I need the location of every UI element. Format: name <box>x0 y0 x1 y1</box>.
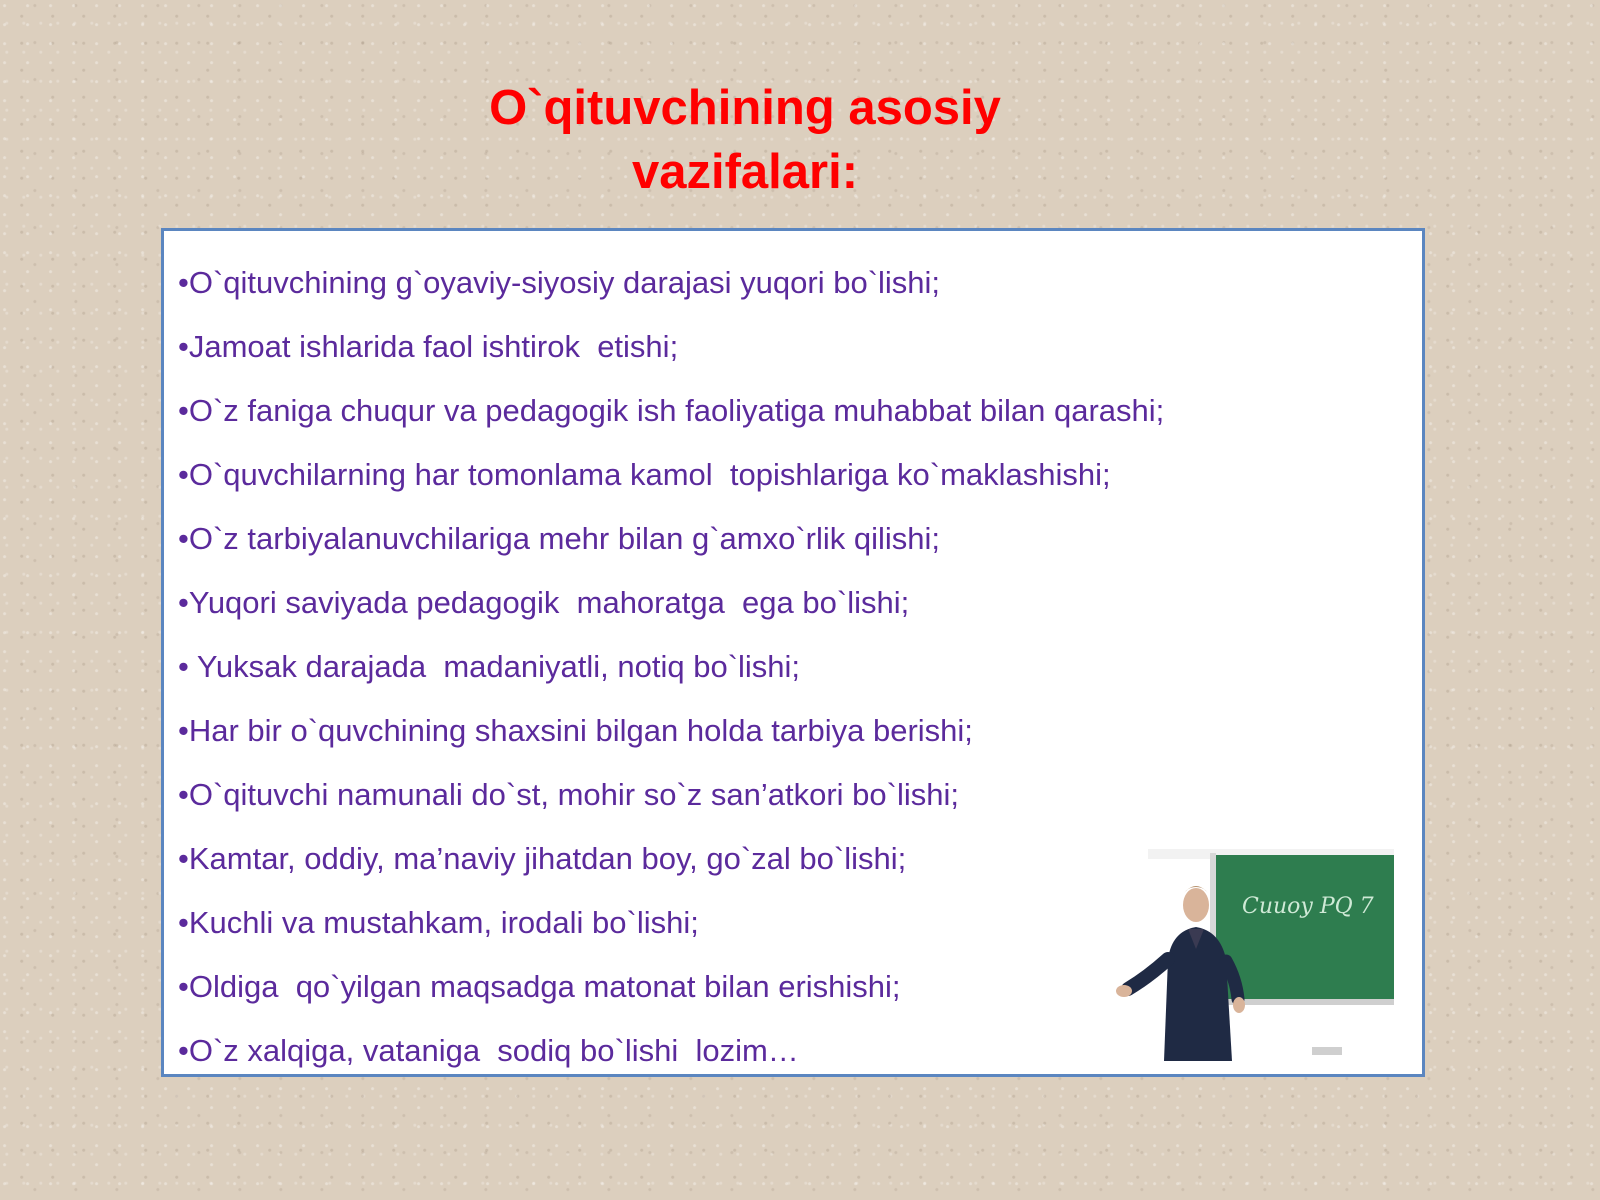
teacher-jacket <box>1164 927 1232 1061</box>
list-item: •Kuchli va mustahkam, irodali bo`lishi; <box>178 905 699 940</box>
teacher-photo <box>1102 849 1394 1061</box>
list-item: •O`z xalqiga, vataniga sodiq bo`lishi lozim… <box>178 1033 799 1068</box>
list-item: •O`z faniga chuqur va pedagogik ish faoliyatiga muhabbat bilan qarashi; <box>178 393 1165 428</box>
list-item: •O`qituvchining g`oyaviy-siyosiy darajasi yuqori bo`lishi; <box>178 265 941 300</box>
bullet-list <box>178 251 1164 1083</box>
title-line-1: O`qituvchining asosiy <box>489 81 1001 135</box>
list-item: •O`qituvchi namunali do`st, mohir so`z san’atkori bo`lishi; <box>178 777 959 812</box>
teacher-illustration <box>1102 849 1394 1061</box>
list-item: •Jamoat ishlarida faol ishtirok etishi; <box>178 329 679 364</box>
list-item: •O`quvchilarning har tomonlama kamol topishlariga ko`maklashishi; <box>178 457 1111 492</box>
content-box <box>161 228 1425 1077</box>
list-item: •Kamtar, oddiy, ma’naviy jihatdan boy, go`zal bo`lishi; <box>178 841 907 876</box>
list-item: •Oldiga qo`yilgan maqsadga matonat bilan erishishi; <box>178 969 901 1004</box>
list-item: •O`z tarbiyalanuvchilariga mehr bilan g`amxo`rlik qilishi; <box>178 521 941 556</box>
slide-title <box>380 76 1110 204</box>
title-line-2: vazifalari: <box>631 145 859 199</box>
list-item: •Yuqori saviyada pedagogik mahoratga ega bo`lishi; <box>178 585 910 620</box>
list-item: •Har bir o`quvchining shaxsini bilgan holda tarbiya berishi; <box>178 713 973 748</box>
board-scribble: Cuuoy PQ 7 <box>1242 894 1374 919</box>
list-item: • Yuksak darajada madaniyatli, notiq bo`lishi; <box>178 649 801 684</box>
teacher-head <box>1183 888 1209 922</box>
